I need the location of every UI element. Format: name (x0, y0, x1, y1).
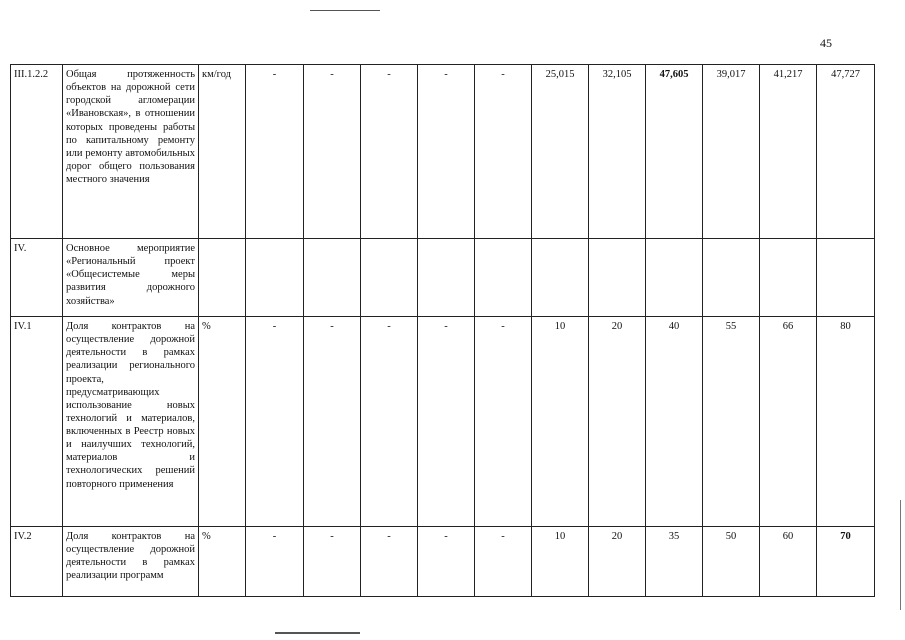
value-cell: 25,015 (532, 65, 589, 239)
value-cell: - (475, 527, 532, 597)
value-cell: 70 (817, 527, 875, 597)
row-name: Общая протяженность объектов на дорожной сети городской агломерации «Ивановская», в отношении которых проведены работы по капитальному ремонту или ремонту автомобильных дорог общего пользования местного значения (63, 65, 199, 239)
value-cell: - (418, 317, 475, 527)
value-cell: - (475, 317, 532, 527)
value-cell (532, 239, 589, 317)
value-cell: 32,105 (589, 65, 646, 239)
table-row (11, 239, 875, 317)
value-cell (760, 239, 817, 317)
value-cell: 39,017 (703, 65, 760, 239)
value-cell: 47,727 (817, 65, 875, 239)
value-cell: - (475, 65, 532, 239)
row-name: Доля контрактов на осуществление дорожной деятельности в рамках реализации программ (63, 527, 199, 597)
value-cell (361, 239, 418, 317)
value-cell (589, 239, 646, 317)
value-cell (475, 239, 532, 317)
scan-artifact-top (310, 10, 380, 11)
value-cell: - (361, 317, 418, 527)
value-cell: 50 (703, 527, 760, 597)
value-cell: - (361, 527, 418, 597)
indicators-table (10, 64, 875, 597)
value-cell: 47,605 (646, 65, 703, 239)
page-number: 45 (820, 36, 832, 50)
value-cell: - (418, 65, 475, 239)
row-code: III.1.2.2 (11, 65, 63, 239)
value-cell: 80 (817, 317, 875, 527)
value-cell: 20 (589, 527, 646, 597)
value-cell: 10 (532, 317, 589, 527)
scan-artifact-bottom (275, 632, 360, 634)
value-cell: 66 (760, 317, 817, 527)
row-code: IV. (11, 239, 63, 317)
value-cell (304, 239, 361, 317)
scan-edge-mark (900, 500, 901, 610)
row-name: Основное мероприятие «Региональный проект «Общесистемые меры развития дорожного хозяйства» (63, 239, 199, 317)
row-name: Доля контрактов на осуществление дорожной деятельности в рамках реализации регионального проекта, предусматривающих использование новых технологий и материалов, включенных в Реестр новых и наилучших технологий, материалов и технологических решений повторного применения (63, 317, 199, 527)
row-unit: % (199, 527, 246, 597)
table-row (11, 65, 875, 239)
value-cell (418, 239, 475, 317)
value-cell: - (304, 527, 361, 597)
value-cell: 20 (589, 317, 646, 527)
value-cell: 41,217 (760, 65, 817, 239)
row-unit: км/год (199, 65, 246, 239)
value-cell: - (246, 527, 304, 597)
value-cell: 40 (646, 317, 703, 527)
row-code: IV.2 (11, 527, 63, 597)
row-unit (199, 239, 246, 317)
value-cell: - (246, 65, 304, 239)
value-cell: - (246, 317, 304, 527)
row-code: IV.1 (11, 317, 63, 527)
value-cell: 55 (703, 317, 760, 527)
row-unit: % (199, 317, 246, 527)
value-cell: - (361, 65, 418, 239)
value-cell: 10 (532, 527, 589, 597)
value-cell (646, 239, 703, 317)
table-row (11, 317, 875, 527)
value-cell (703, 239, 760, 317)
value-cell: - (304, 65, 361, 239)
table-row (11, 527, 875, 597)
value-cell: - (418, 527, 475, 597)
value-cell (817, 239, 875, 317)
value-cell: 60 (760, 527, 817, 597)
value-cell: 35 (646, 527, 703, 597)
value-cell: - (304, 317, 361, 527)
value-cell (246, 239, 304, 317)
